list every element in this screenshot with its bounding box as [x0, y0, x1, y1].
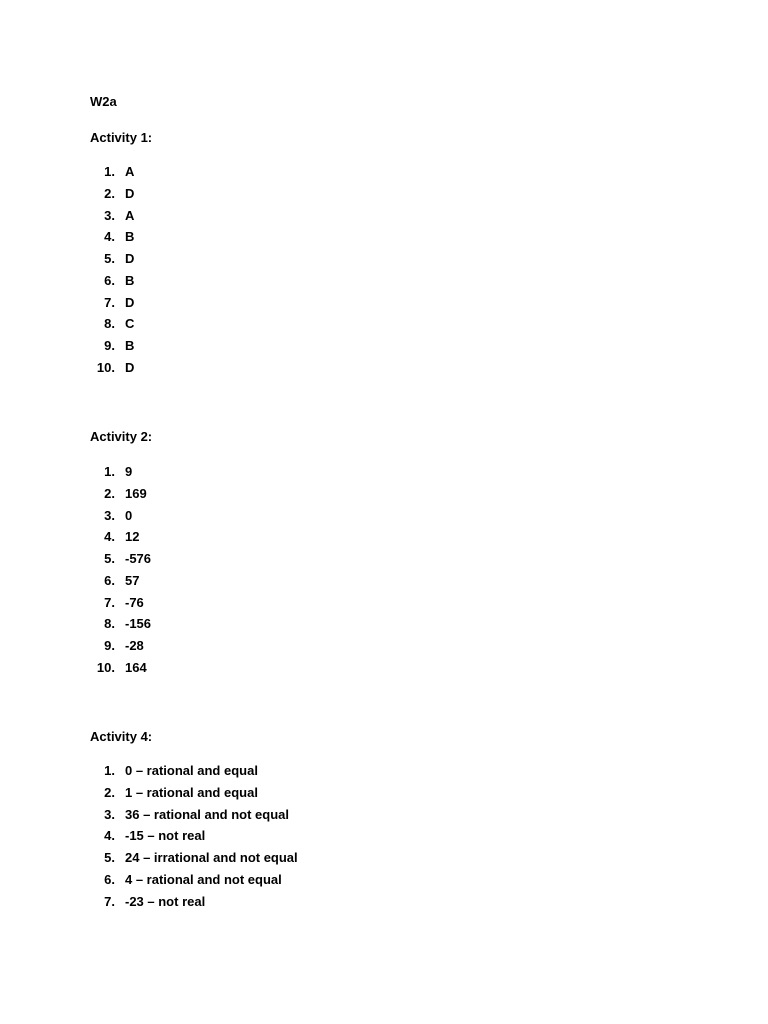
list-item	[90, 807, 298, 829]
item-answer: B	[125, 229, 135, 245]
item-answer: C	[125, 316, 135, 332]
item-answer: B	[125, 338, 135, 353]
item-answer: 36 – rational and not equal	[125, 806, 289, 822]
item-number: 2.	[104, 485, 115, 501]
item-number: 5.	[104, 551, 115, 566]
item-answer: 1 – rational and equal	[125, 784, 258, 800]
answer-list-activity-2	[90, 464, 151, 682]
list-item	[90, 616, 151, 638]
item-number: 8.	[104, 616, 115, 632]
answer-list-activity-1	[90, 164, 134, 382]
item-number: 3.	[104, 507, 115, 523]
item-answer: 169	[125, 485, 147, 501]
item-number: 6.	[104, 871, 115, 887]
item-answer: A	[125, 207, 135, 223]
list-item	[90, 508, 151, 530]
list-item	[90, 186, 134, 208]
item-answer: 0 – rational and equal	[125, 763, 258, 778]
item-answer: D	[125, 294, 135, 310]
item-number: 8.	[104, 316, 115, 332]
item-number: 1.	[104, 464, 115, 479]
item-number: 6.	[104, 572, 115, 588]
item-answer: 4 – rational and not equal	[125, 871, 282, 887]
section-heading-activity-4: Activity 4:	[90, 729, 153, 744]
list-item	[90, 763, 298, 785]
list-item	[90, 850, 298, 872]
list-item	[90, 273, 134, 295]
list-item	[90, 660, 151, 682]
item-answer: 0	[125, 507, 133, 523]
item-answer: D	[125, 251, 135, 266]
item-answer: A	[125, 164, 135, 179]
item-number: 9.	[104, 638, 115, 653]
list-item	[90, 872, 298, 894]
item-answer: 57	[125, 572, 140, 588]
item-number: 7.	[104, 594, 115, 610]
item-number: 6.	[104, 272, 115, 288]
item-answer: -576	[125, 551, 152, 566]
item-answer: B	[125, 272, 135, 288]
item-number: 10.	[96, 659, 115, 675]
item-answer: 9	[125, 464, 133, 479]
list-item	[90, 251, 134, 273]
list-item	[90, 785, 298, 807]
list-item	[90, 208, 134, 230]
item-number: 4.	[104, 229, 115, 245]
item-number: 9.	[104, 338, 115, 353]
list-item	[90, 573, 151, 595]
list-item	[90, 338, 134, 360]
item-answer: 164	[125, 659, 147, 675]
item-answer: -156	[125, 616, 152, 632]
item-answer: -23 – not real	[125, 893, 206, 909]
list-item	[90, 595, 151, 617]
section-heading-activity-1: Activity 1:	[90, 130, 153, 145]
item-answer: -15 – not real	[125, 828, 206, 844]
list-item	[90, 828, 298, 850]
item-answer: D	[125, 185, 135, 201]
list-item	[90, 638, 151, 660]
item-number: 10.	[96, 359, 115, 375]
item-number: 3.	[104, 806, 115, 822]
item-number: 5.	[104, 251, 115, 266]
list-item	[90, 316, 134, 338]
item-number: 4.	[104, 828, 115, 844]
item-answer: 24 – irrational and not equal	[125, 850, 298, 865]
item-number: 2.	[104, 784, 115, 800]
item-number: 1.	[104, 763, 115, 778]
item-number: 2.	[104, 185, 115, 201]
item-number: 5.	[104, 850, 115, 865]
document-code: W2a	[90, 94, 117, 109]
list-item	[90, 229, 134, 251]
list-item	[90, 529, 151, 551]
list-item	[90, 486, 151, 508]
list-item	[90, 464, 151, 486]
item-number: 3.	[104, 207, 115, 223]
section-heading-activity-2: Activity 2:	[90, 429, 153, 444]
item-number: 7.	[104, 294, 115, 310]
list-item	[90, 894, 298, 916]
list-item	[90, 295, 134, 317]
item-answer: -76	[125, 594, 144, 610]
answer-list-activity-4	[90, 763, 298, 915]
item-number: 1.	[104, 164, 115, 179]
list-item	[90, 360, 134, 382]
list-item	[90, 164, 134, 186]
item-answer: -28	[125, 638, 144, 653]
item-answer: 12	[125, 529, 140, 545]
item-answer: D	[125, 359, 135, 375]
item-number: 4.	[104, 529, 115, 545]
item-number: 7.	[104, 893, 115, 909]
list-item	[90, 551, 151, 573]
